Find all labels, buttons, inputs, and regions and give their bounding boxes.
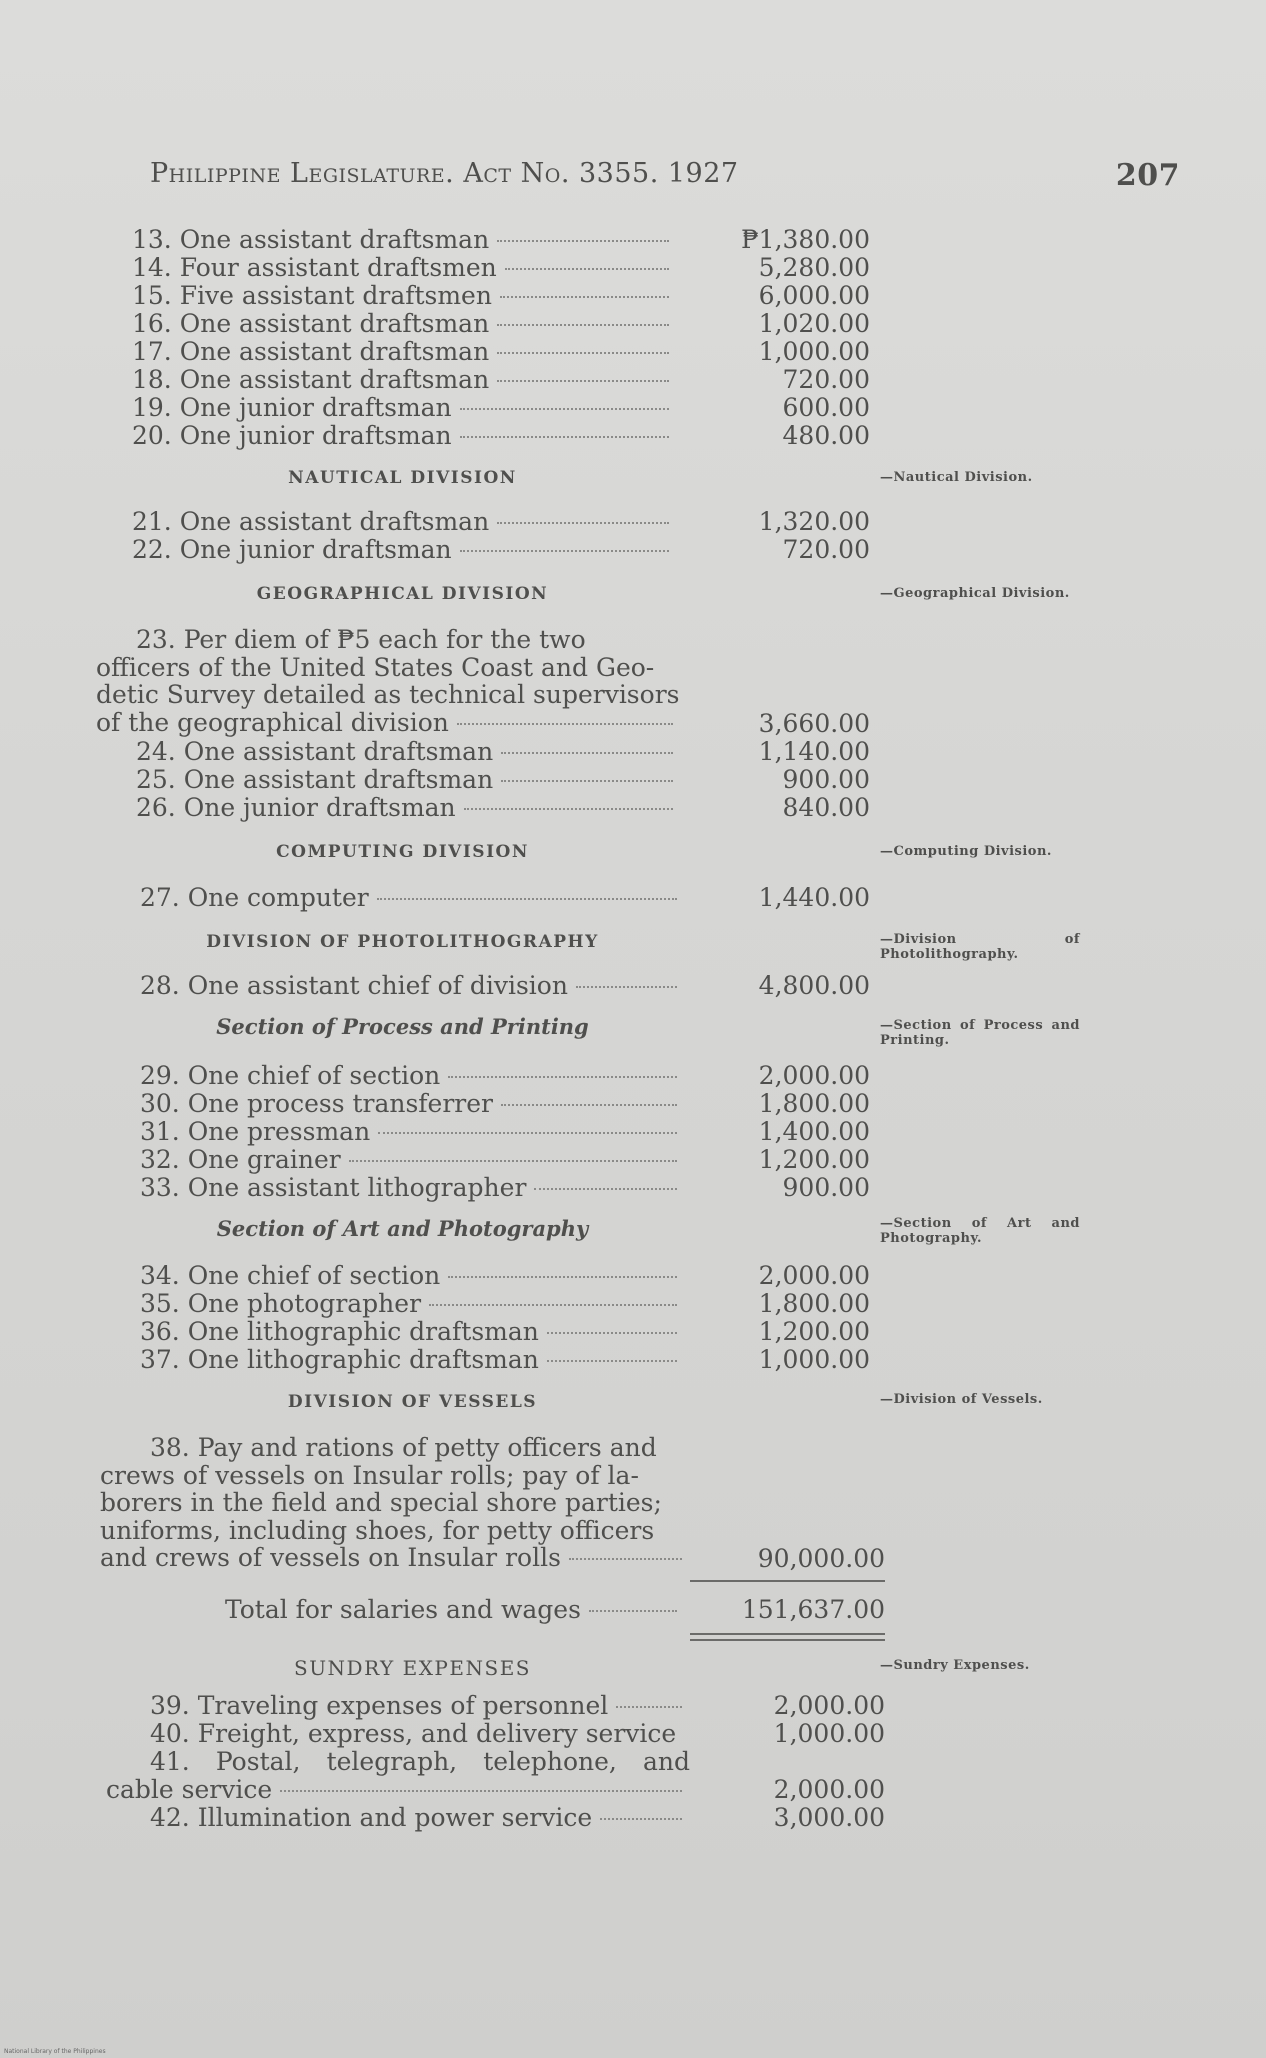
- section-heading: DIVISION OF PHOTOLITHOGRAPHY: [206, 932, 599, 952]
- list-item: 39. Traveling expenses of personnel: [150, 1692, 690, 1720]
- list-item: 33. One assistant lithographer: [140, 1174, 685, 1202]
- list-item: 22. One junior draftsman: [132, 536, 677, 564]
- list-item: 20. One junior draftsman: [132, 422, 677, 450]
- list-item: 42. Illumination and power service: [150, 1804, 690, 1832]
- amount: 2,000.00: [758, 1061, 870, 1090]
- list-item: 14. Four assistant draftsmen: [132, 254, 677, 282]
- section-heading: DIVISION OF VESSELS: [287, 1392, 538, 1412]
- amount: 1,140.00: [758, 737, 870, 766]
- running-title: Philippine Legislature. Act No. 3355. 1927: [150, 158, 739, 189]
- total-row: Total for salaries and wages: [225, 1596, 685, 1624]
- section-subheading: Section of Process and Printing: [216, 1014, 589, 1039]
- amount: 1,440.00: [758, 883, 870, 912]
- amount: ₱1,380.00: [741, 225, 870, 254]
- amount: 6,000.00: [758, 281, 870, 310]
- section-heading: SUNDRY EXPENSES: [294, 1656, 531, 1680]
- amount: 3,660.00: [758, 709, 870, 738]
- margin-note: —Section of Art and Photography.: [880, 1216, 1080, 1246]
- scan-credit: National Library of the Philippines: [4, 2048, 106, 2055]
- list-item: 34. One chief of section: [140, 1262, 685, 1290]
- list-item: 17. One assistant draftsman: [132, 338, 677, 366]
- list-item: 30. One process transferrer: [140, 1090, 685, 1118]
- list-item: 19. One junior draftsman: [132, 394, 677, 422]
- amount: 1,200.00: [758, 1317, 870, 1346]
- amount: 1,800.00: [758, 1089, 870, 1118]
- list-item: 25. One assistant draftsman: [136, 766, 681, 794]
- paragraph-item-41: 41. Postal, telegraph, telephone, and cable service: [106, 1747, 690, 1804]
- divider: [690, 1639, 885, 1641]
- amount: 1,000.00: [773, 1719, 885, 1748]
- amount: 720.00: [782, 365, 870, 394]
- amount: 1,800.00: [758, 1289, 870, 1318]
- margin-note: —Geographical Division.: [880, 586, 1070, 601]
- amount: 720.00: [782, 535, 870, 564]
- amount: 2,000.00: [773, 1775, 885, 1804]
- amount: 3,000.00: [773, 1803, 885, 1832]
- margin-note: —Section of Process and Printing.: [880, 1018, 1080, 1048]
- divider: [690, 1633, 885, 1635]
- list-item: 26. One junior draftsman: [136, 794, 681, 822]
- list-item: 31. One pressman: [140, 1118, 685, 1146]
- amount: 90,000.00: [757, 1544, 885, 1573]
- section-heading: COMPUTING DIVISION: [276, 842, 529, 862]
- amount: 1,200.00: [758, 1145, 870, 1174]
- total-amount: 151,637.00: [741, 1595, 885, 1624]
- amount: 1,000.00: [758, 1345, 870, 1374]
- margin-note: —Division of Vessels.: [880, 1392, 1043, 1407]
- margin-note: —Sundry Expenses.: [880, 1658, 1030, 1673]
- list-item: 24. One assistant draftsman: [136, 738, 681, 766]
- margin-note: —Computing Division.: [880, 844, 1052, 859]
- amount: 1,020.00: [758, 309, 870, 338]
- page-number: 207: [1115, 158, 1180, 193]
- amount: 840.00: [782, 793, 870, 822]
- list-item: 35. One photographer: [140, 1290, 685, 1318]
- list-item: 32. One grainer: [140, 1146, 685, 1174]
- list-item: 37. One lithographic draftsman: [140, 1346, 685, 1374]
- amount: 5,280.00: [758, 253, 870, 282]
- divider: [690, 1580, 885, 1582]
- amount: 480.00: [782, 421, 870, 450]
- amount: 2,000.00: [773, 1691, 885, 1720]
- list-item: 13. One assistant draftsman: [132, 226, 677, 254]
- amount: 900.00: [782, 765, 870, 794]
- section-heading: GEOGRAPHICAL DIVISION: [256, 584, 549, 604]
- list-item: 36. One lithographic draftsman: [140, 1318, 685, 1346]
- list-item: 40. Freight, express, and delivery service: [150, 1719, 677, 1748]
- list-item: 28. One assistant chief of division: [140, 972, 685, 1000]
- paragraph-item-23: 23. Per diem of ₱5 each for the two officers of the United States Coast and Geo- detic Survey detailed as technical supervisors of the geographical division: [96, 625, 680, 737]
- margin-note: —Division of Photolithography.: [880, 932, 1080, 962]
- paragraph-item-38: 38. Pay and rations of petty officers and crews of vessels on Insular rolls; pay of la- borers in the field and special shore parties; uniforms, including shoes, for petty officers and crews of vessels on Insular rolls: [100, 1434, 690, 1572]
- section-subheading: Section of Art and Photography: [216, 1216, 589, 1241]
- list-item: 27. One computer: [140, 884, 685, 912]
- amount: 900.00: [782, 1173, 870, 1202]
- list-item: 21. One assistant draftsman: [132, 508, 677, 536]
- amount: 1,400.00: [758, 1117, 870, 1146]
- amount: 1,000.00: [758, 337, 870, 366]
- section-heading: NAUTICAL DIVISION: [288, 468, 517, 488]
- amount: 1,320.00: [758, 507, 870, 536]
- amount: 600.00: [782, 393, 870, 422]
- list-item: 18. One assistant draftsman: [132, 366, 677, 394]
- list-item: 29. One chief of section: [140, 1062, 685, 1090]
- amount: 4,800.00: [758, 971, 870, 1000]
- list-item: 15. Five assistant draftsmen: [132, 282, 677, 310]
- amount: 2,000.00: [758, 1261, 870, 1290]
- margin-note: —Nautical Division.: [880, 470, 1033, 485]
- list-item: 16. One assistant draftsman: [132, 310, 677, 338]
